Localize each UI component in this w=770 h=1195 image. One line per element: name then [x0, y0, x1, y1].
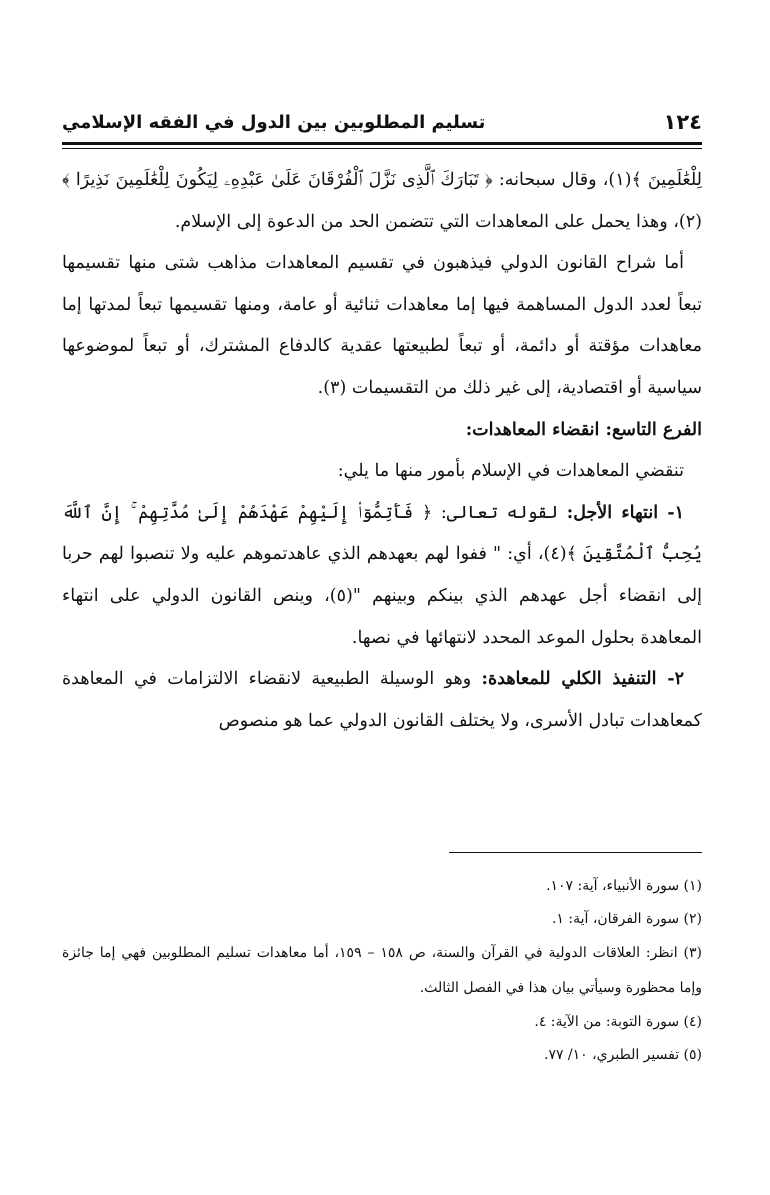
header-rule-thin — [62, 148, 702, 149]
page-header — [62, 100, 702, 140]
footnote-2: (٢) سورة الفرقان، آية: ١. — [551, 911, 702, 927]
section-heading: الفرع التاسع: انقضاء المعاهدات: — [465, 419, 702, 440]
list-item-2 — [62, 659, 702, 742]
list-item-1-text: لقوله تعالى: ﴿ فَأَتِمُّوٓا۟ إِلَيْهِمْ عَهْدَهُمْ إِلَىٰ مُدَّتِهِمْ ۚ إِنَّ ٱللَّهَ يُحِبُّ ٱلْمُتَّقِينَ ﴾(٤)، أي: " ففوا لهم بعهدهم الذي عاهدتموهم عليه ولا تنصبوا لهم حربا إلى انقضاء أجل عهدهم الذي بينكم وبينهم "(٥)، وينص القانون الدولي على انتهاء المعاهدة بحلول الموعد المحدد لانتهائها في نصها. — [62, 502, 703, 648]
list-item-2-label: ٢- التنفيذ الكلي للمعاهدة: — [481, 669, 684, 690]
footnotes — [62, 870, 702, 1072]
running-title: تسليم المطلوبين بين الدول في الفقه الإسلامي — [62, 112, 486, 133]
paragraph-3: تنقضي المعاهدات في الإسلام بأمور منها ما يلي: — [337, 461, 684, 482]
header-rule-thick — [62, 142, 702, 145]
page-number: ١٢٤ — [663, 110, 702, 134]
footnote-separator — [449, 852, 702, 853]
paragraph-1: لِلْعَٰلَمِينَ ﴾(١)، وقال سبحانه: ﴿ تَبَارَكَ ٱلَّذِى نَزَّلَ ٱلْفُرْقَانَ عَلَىٰ عَبْدِهِۦ لِيَكُونَ لِلْعَٰلَمِينَ نَذِيرًا ﴾(٢)، وهذا يحمل على المعاهدات التي تتضمن الحد من الدعوة إلى الإسلام. — [62, 170, 703, 232]
footnote-1: (١) سورة الأنبياء، آية: ١٠٧. — [546, 878, 702, 894]
footnote-4: (٤) سورة التوبة: من الآية: ٤. — [534, 1014, 702, 1030]
list-item-1 — [62, 493, 702, 659]
list-item-2-text: وهو الوسيلة الطبيعية لانقضاء الالتزامات في المعاهدة كمعاهدات تبادل الأسرى، ولا يختلف القانون الدولي عما هو منصوص — [62, 669, 702, 731]
main-text — [62, 160, 702, 742]
list-item-1-label: ١- انتهاء الأجل: — [566, 502, 684, 523]
paragraph-2: أما شراح القانون الدولي فيذهبون في تقسيم المعاهدات مذاهب شتى منها تقسيمها تبعاً لعدد الدول المساهمة فيها إما معاهدات ثنائية أو عامة، ومنها تقسيمها تبعاً لمدتها إما معاهدات مؤقتة أو دائمة، أو تبعاً لطبيعتها عقدية كالدفاع المشترك، أو تبعاً لموضوعها سياسية أو اقتصادية، إلى غير ذلك من التقسيمات (٣). — [62, 253, 702, 398]
footnote-3: (٣) انظر: العلاقات الدولية في القرآن والسنة، ص ١٥٨ – ١٥٩، أما معاهدات تسليم المطلوبين فهي إما جائزة وإما محظورة وسيأتي بيان هذا في الفصل الثالث. — [62, 945, 703, 996]
footnote-5: (٥) تفسير الطبري، ١٠/ ٧٧. — [543, 1047, 702, 1063]
